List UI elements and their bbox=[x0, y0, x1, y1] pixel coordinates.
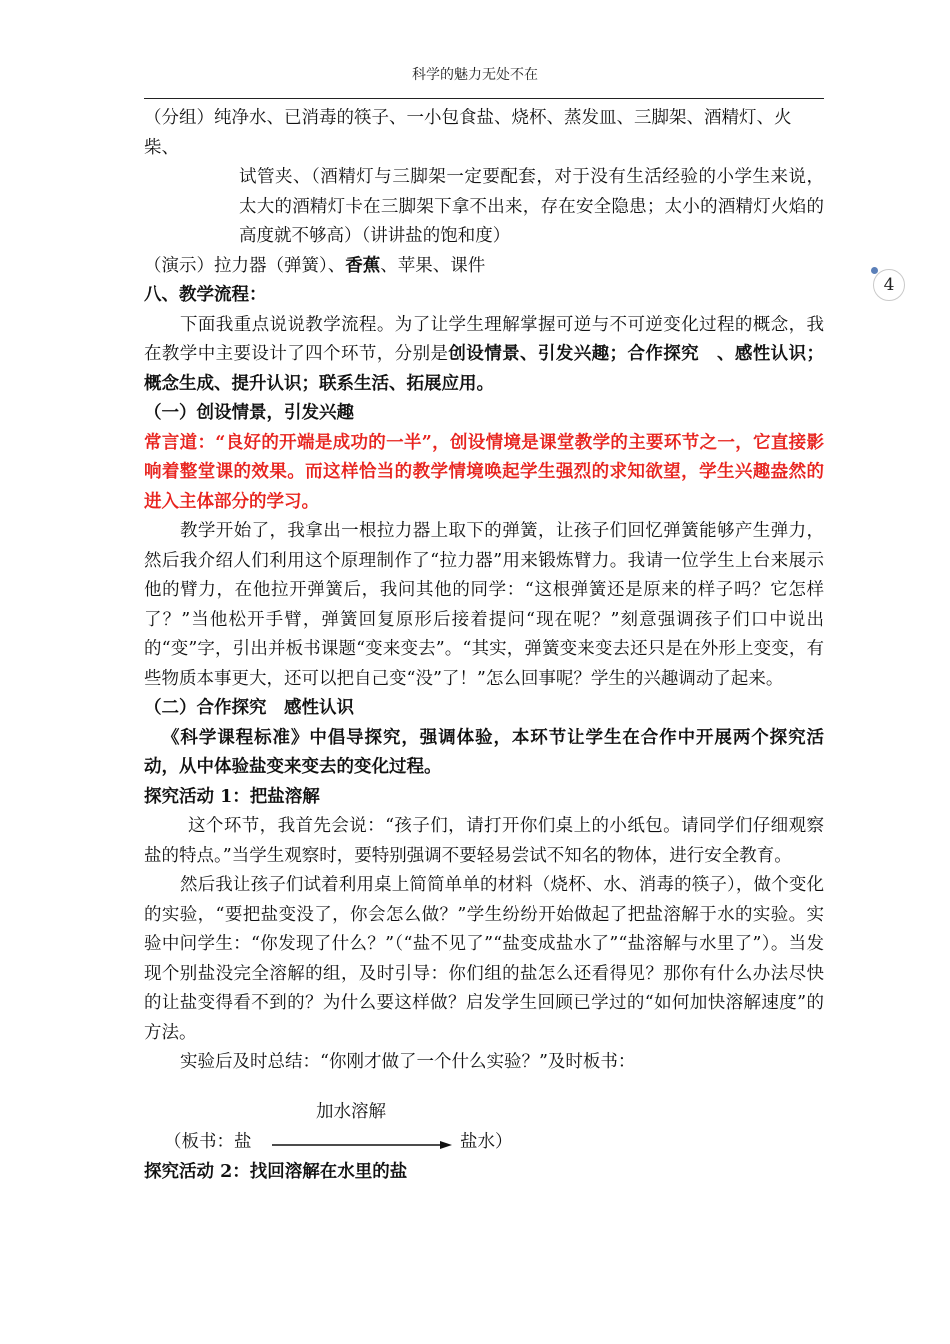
subsection-2-intro: 《科学课程标准》中倡导探究，强调体验，本环节让学生在合作中开展两个探究活动，从中体验盐变来变去的变化过程。 bbox=[144, 727, 824, 777]
board-left-text: （板书：盐 bbox=[164, 1131, 252, 1152]
document-body bbox=[144, 104, 824, 1187]
page-header-title: 科学的魅力无处不在 bbox=[412, 67, 538, 83]
right-arrow-icon bbox=[272, 1140, 452, 1150]
board-equation bbox=[144, 1128, 824, 1158]
subsection-1-heading: （一）创设情景，引发兴趣 bbox=[144, 403, 354, 423]
materials-group-line-2: 试管夹、（酒精灯与三脚架一定要配套，对于没有生活经验的小学生来说，太大的酒精灯卡在三脚架下拿不出来，存在安全隐患；太小的酒精灯火焰的高度就不够高）（讲讲盐的饱和度） bbox=[239, 167, 824, 246]
flow-intro-plain: 下面我重点说说教学流程。为了让学生理解掌握可逆与不可逆变化过程的概念，我在教学中主要设计了四个环节，分别是 bbox=[144, 314, 824, 364]
header-divider bbox=[144, 98, 824, 99]
activity-2-heading: 探究活动 2：找回溶解在水里的盐 bbox=[144, 1161, 408, 1182]
activity-1-paragraph-1: 这个环节，我首先会说：“孩子们，请打开你们桌上的小纸包。请同学们仔细观察盐的特点。”当学生观察时，要特别强调不要轻易尝试不知名的物体，进行安全教育。 bbox=[144, 816, 824, 866]
demo-prefix: （演示）拉力器（弹簧）、 bbox=[144, 255, 346, 276]
activity-1-paragraph-2: 然后我让孩子们试着利用桌上简简单单的材料（烧杯、水、消毒的筷子），做个变化的实验，“要把盐变没了，你会怎么做？”学生纷纷开始做起了把盐溶解于水的实验。实验中问学生：“你发现了什么？”（“盐不见了”“盐变成盐水了”“盐溶解与水里了”）。当发现个别盐没完全溶解的组，及时引导：你们组的盐怎么还看得见？那你有什么办法尽快的让盐变得看不到的？为什么要这样做？启发学生回顾已学过的“如何加快溶解速度”的方法。 bbox=[144, 875, 824, 1043]
materials-group-line-1: （分组）纯净水、已消毒的筷子、一小包食盐、烧杯、蒸发皿、三脚架、酒精灯、火柴、 bbox=[144, 108, 792, 158]
subsection-2-heading: （二）合作探究 感性认识 bbox=[144, 698, 354, 718]
flow-intro bbox=[144, 311, 824, 400]
page-number-badge: 4 bbox=[873, 269, 905, 301]
flow-intro-bold: 创设情景、引发兴趣；合作探究 、感性认识；概念生成、提升认识；联系生活、拓展应用。 bbox=[144, 344, 824, 394]
board-arrow-label: 加水溶解 bbox=[316, 1101, 386, 1122]
materials-demo bbox=[144, 252, 824, 282]
subsection-1-quote: 常言道：“良好的开端是成功的一半”，创设情境是课堂教学的主要环节之一，它直接影响着整堂课的效果。而这样恰当的教学情境唤起学生强烈的求知欲望，学生兴趣盎然的进入主体部分的学习。 bbox=[144, 432, 824, 512]
activity-1-paragraph-3: 实验后及时总结：“你刚才做了一个什么实验？”及时板书： bbox=[180, 1052, 636, 1072]
section-8-heading: 八、教学流程： bbox=[144, 285, 267, 305]
demo-suffix: 、苹果、课件 bbox=[380, 255, 486, 276]
demo-bold-item: 香蕉 bbox=[345, 255, 381, 276]
board-right-text: 盐水） bbox=[460, 1131, 513, 1152]
activity-1-heading: 探究活动 1：把盐溶解 bbox=[144, 786, 320, 807]
subsection-1-body: 教学开始了，我拿出一根拉力器上取下的弹簧，让孩子们回忆弹簧能够产生弹力，然后我介绍人们利用这个原理制作了“拉力器”用来锻炼臂力。我请一位学生上台来展示他的臂力，在他拉开弹簧后，我问其他的同学：“这根弹簧还是原来的样子吗？它怎样了？”当他松开手臂，弹簧回复原形后接着提问“现在呢？”刻意强调孩子们口中说出的“变”字，引出并板书课题“变来变去”。“其实，弹簧变来变去还只是在外形上变变，有些物质本事更大，还可以把自己变“没”了！”怎么回事呢？学生的兴趣调动了起来。 bbox=[144, 521, 824, 689]
